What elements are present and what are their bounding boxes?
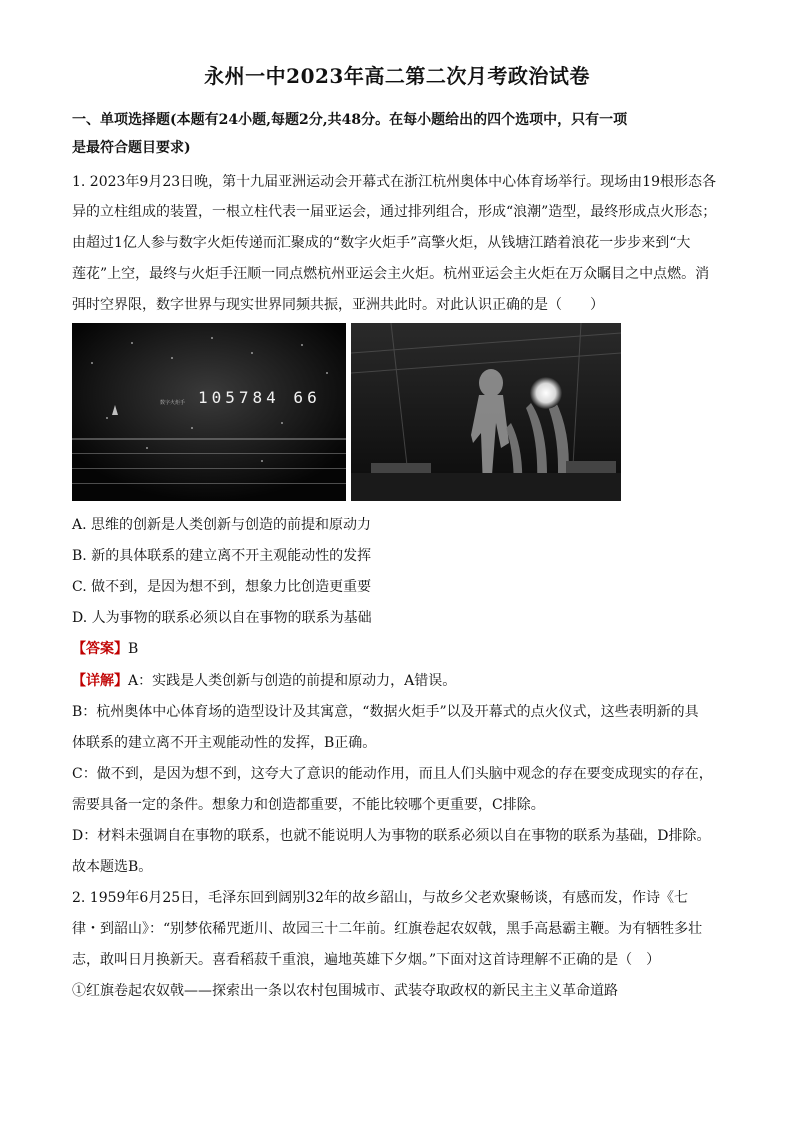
section-heading [72,106,727,162]
section-heading-line: 一、单项选择题(本题有24小题,每题2分,共48分。在每小题给出的四个选项中，只有一项 [72,112,628,128]
q1-stem-line: 莲花”上空，最终与火炬手汪顺一同点燃杭州亚运会主火炬。杭州亚运会主火炬在万众瞩目之中点燃。消 [72,266,710,282]
q1-stem-line: 由超过1亿人参与数字火炬传递而汇聚成的“数字火炬手”高擎火炬，从钱塘江踏着浪花一步步来到“大 [72,235,691,251]
detail-tag: 【详解】 [72,673,128,689]
q1-detail-c: 需要具备一定的条件。想象力和创造都重要，不能比较哪个更重要，C排除。 [72,797,545,813]
q1-detail-b: B：杭州奥体中心体育场的造型设计及其寓意，“数据火炬手”以及开幕式的点火仪式，这些表明新的具 [72,704,699,720]
q1-option-b: B. 新的具体联系的建立离不开主观能动性的发挥 [72,548,372,564]
stadium-night-image [72,323,346,501]
q1-detail-b: 体联系的建立离不开主观能动性的发挥，B正确。 [72,735,377,751]
q2-stem-line: 2. 1959年6月25日，毛泽东回到阔别32年的故乡韶山，与故乡父老欢聚畅谈，有感而发，作诗《七 [72,890,688,906]
q1-answer-line [72,639,727,659]
answer-value: B [128,641,139,657]
q1-option-d: D. 人为事物的联系必须以自在事物的联系为基础 [72,610,372,626]
torch-lighting-image [351,323,621,501]
q1-detail-d: D：材料未强调自在事物的联系，也就不能说明人为事物的联系必须以自在事物的联系为基础，D排除。 [72,828,711,844]
q1-stem-line: 弭时空界限，数字世界与现实世界同频共振，亚洲共此时。对此认识正确的是（ ） [72,297,604,313]
answer-tag: 【答案】 [72,641,128,657]
q1-stem-line: 异的立柱组成的装置，一根立柱代表一届亚运会，通过排列组合，形成“浪潮”造型，最终形成点火形态； [72,204,717,220]
q1-detail-a [72,671,727,691]
q1-stem-line: 1. 2023年9月23日晚，第十九届亚洲运动会开幕式在浙江杭州奥体中心体育场举行。现场由19根形态各 [72,174,716,190]
q2-item-1: ①红旗卷起农奴戟——探索出一条以农村包围城市、武装夺取政权的新民主主义革命道路 [72,983,618,999]
q1-detail-c: C：做不到，是因为想不到，这夸大了意识的能动作用，而且人们头脑中观念的存在要变成现实的存在， [72,766,713,782]
q1-conclusion: 故本题选B。 [72,859,153,875]
photo-digital-torchbearer [72,323,346,501]
q2-stem-line: 律・到韶山》：“别梦依稀咒逝川、故园三十二年前。红旗卷起农奴戟，黑手高悬霸主鞭。为有牺牲多壮 [72,921,703,937]
page-title: 永州一中2023年高二第二次月考政治试卷 [204,64,590,88]
torchbearer-counter: 105784 66 [198,388,321,407]
counter-prefix: 数字火炬手 [160,400,186,406]
q2-stem-line: 志，敢叫日月换新天。喜看稻菽千重浪，遍地英雄下夕烟。”下面对这首诗理解不正确的是（ ） [72,952,661,968]
section-heading-line: 是最符合题目要求) [72,140,191,156]
q1-option-a: A. 思维的创新是人类创新与创造的前提和原动力 [72,517,372,533]
q1-option-c: C. 做不到，是因为想不到，想象力比创造更重要 [72,579,372,595]
detail-a-text: A：实践是人类创新与创造的前提和原动力，A错误。 [128,673,457,689]
photo-torch-lighting [351,323,621,501]
